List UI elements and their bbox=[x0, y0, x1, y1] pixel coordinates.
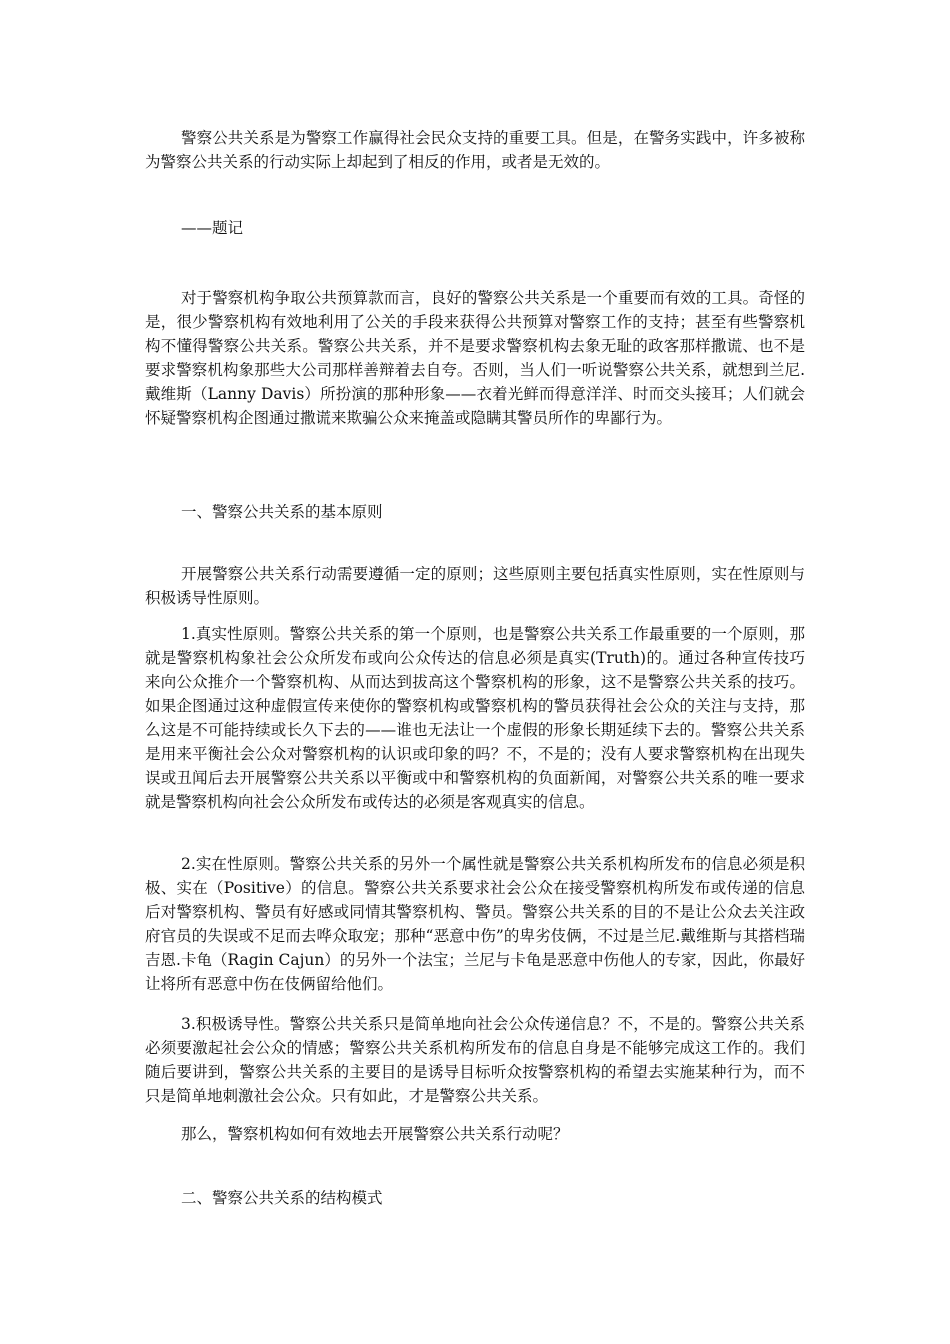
section-1-heading: 一、警察公共关系的基本原则 bbox=[181, 503, 383, 521]
closing-question-paragraph: 那么，警察机构如何有效地去开展警察公共关系行动呢？ bbox=[181, 1125, 569, 1143]
section-1-intro-paragraph: 开展警察公共关系行动需要遵循一定的原则；这些原则主要包括真实性原则，实在性原则与积极诱导性原则。 bbox=[145, 565, 805, 607]
section-2-heading: 二、警察公共关系的结构模式 bbox=[181, 1189, 383, 1207]
principle-inducement-paragraph: 3.积极诱导性。警察公共关系只是简单地向社会公众传递信息？不，不是的。警察公共关系必须要激起社会公众的情感；警察公共关系机构所发布的信息自身是不能够完成这工作的。我们随后要讲到，警察公共关系的主要目的是诱导目标听众按警察机构的希望去实施某种行为，而不只是简单地刺激社会公众。只有如此，才是警察公共关系。 bbox=[145, 1015, 805, 1105]
epigraph-attribution: ——题记 bbox=[181, 219, 244, 237]
principle-positive-paragraph: 2.实在性原则。警察公共关系的另外一个属性就是警察公共关系机构所发布的信息必须是积极、实在（Positive）的信息。警察公共关系要求社会公众在接受警察机构所发布或传递的信息后对警察机构、警员有好感或同情其警察机构、警员。警察公共关系的目的不是让公众去关注政府官员的失误或不足而去哗众取宠；那种“恶意中伤”的卑劣伎俩，不过是兰尼.戴维斯与其搭档瑞吉恩.卡龟（Ragin Cajun）的另外一个法宝；兰尼与卡龟是恶意中伤他人的专家，因此，你最好让将所有恶意中伤在伎俩留给他们。 bbox=[145, 855, 805, 993]
epigraph-paragraph: 警察公共关系是为警察工作赢得社会民众支持的重要工具。但是，在警务实践中，许多被称为警察公共关系的行动实际上却起到了相反的作用，或者是无效的。 bbox=[145, 129, 805, 171]
intro-paragraph: 对于警察机构争取公共预算款而言，良好的警察公共关系是一个重要而有效的工具。奇怪的是，很少警察机构有效地利用了公关的手段来获得公共预算对警察工作的支持；甚至有些警察机构不懂得警察公共关系。警察公共关系，并不是要求警察机构去象无耻的政客那样撒谎、也不是要求警察机构象那些大公司那样善辩着去自夸。否则，当人们一听说警察公共关系，就想到兰尼.戴维斯（Lanny Davis）所扮演的那种形象——衣着光鲜而得意洋洋、时而交头接耳；人们就会怀疑警察机构企图通过撒谎来欺骗公众来掩盖或隐瞒其警员所作的卑鄙行为。 bbox=[145, 289, 805, 427]
principle-truth-paragraph: 1.真实性原则。警察公共关系的第一个原则，也是警察公共关系工作最重要的一个原则，那就是警察机构象社会公众所发布或向公众传达的信息必须是真实(Truth)的。通过各种宣传技巧来向公众推介一个警察机构、从而达到拔高这个警察机构的形象，这不是警察公共关系的技巧。如果企图通过这种虚假宣传来使你的警察机构或警察机构的警员获得社会公众的关注与支持，那么这是不可能持续或长久下去的——谁也无法让一个虚假的形象长期延续下去的。警察公共关系是用来平衡社会公众对警察机构的认识或印象的吗？不，不是的；没有人要求警察机构在出现失误或丑闻后去开展警察公共关系以平衡或中和警察机构的负面新闻，对警察公共关系的唯一要求就是警察机构向社会公众所发布或传达的必须是客观真实的信息。 bbox=[145, 625, 805, 811]
